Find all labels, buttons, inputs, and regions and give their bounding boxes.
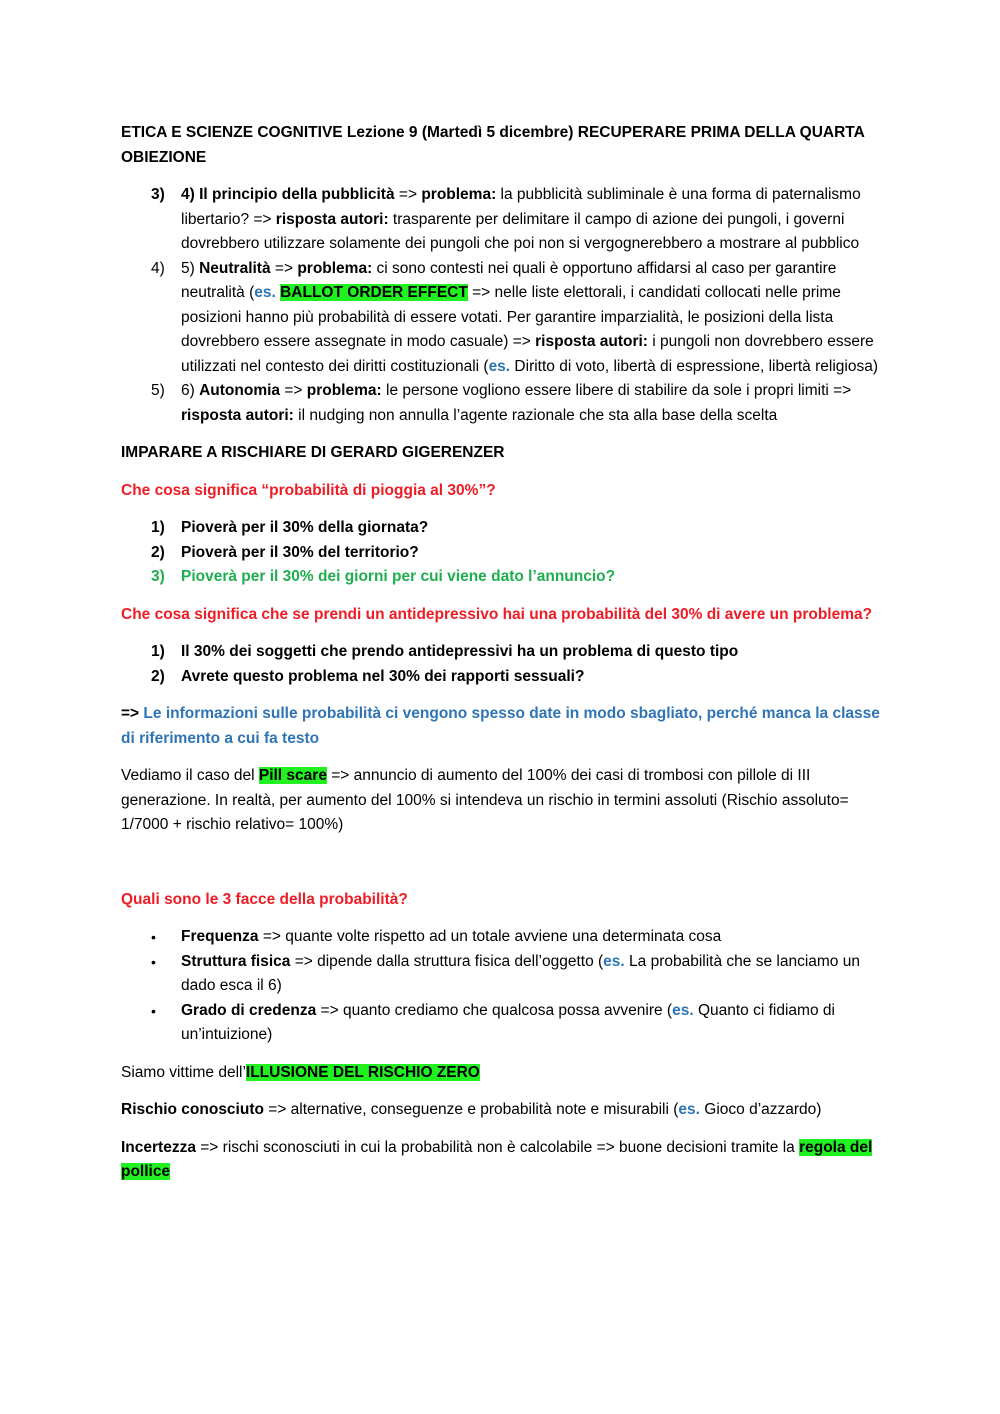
bullet-icon: • bbox=[151, 953, 156, 970]
list-item: 2) Pioverà per il 30% del territorio? bbox=[151, 543, 419, 561]
list-item: 2) Avrete questo problema nel 30% dei rapporti sessuali? bbox=[151, 667, 585, 685]
document-title: ETICA E SCIENZE COGNITIVE Lezione 9 (Martedì 5 dicembre) RECUPERARE PRIMA DELLA QUARTA OBIEZIONE bbox=[121, 124, 865, 166]
rain-answers-list bbox=[121, 516, 881, 590]
list-item: • Frequenza => quante volte rispetto ad un totale avviene una determinata cosa bbox=[121, 925, 881, 950]
uncertainty-paragraph: Incertezza => rischi sconosciuti in cui la probabilità non è calcolabile => buone decisioni tramite la regola del pollice bbox=[121, 1138, 873, 1180]
example-label: es. bbox=[254, 284, 276, 301]
list-number: 3) bbox=[151, 186, 165, 203]
objections-list bbox=[121, 183, 881, 428]
list-item: • Grado di credenza => quanto crediamo che qualcosa possa avvenire (es. Quanto ci fidiamo di un’intuizione) bbox=[121, 999, 881, 1048]
pill-scare-paragraph: Vediamo il caso del Pill scare => annuncio di aumento del 100% dei casi di trombosi con pillole di III generazione. In realtà, per aumento del 100% si intendeva un rischio in termini assoluti (Rischio assoluto= 1/7000 + rischio relativo= 100%) bbox=[121, 767, 849, 833]
probability-faces-list bbox=[121, 925, 881, 1048]
list-number: 4) bbox=[151, 259, 165, 277]
conclusion-paragraph: => Le informazioni sulle probabilità ci vengono spesso date in modo sbagliato, perché manca la classe di riferimento a cui fa testo bbox=[121, 705, 880, 747]
list-item: • Struttura fisica => dipende dalla struttura fisica dell’oggetto (es. La probabilità che se lanciamo un dado esca il 6) bbox=[121, 950, 881, 999]
bullet-icon: • bbox=[151, 929, 156, 945]
highlight-ballot-order-effect: BALLOT ORDER EFFECT bbox=[280, 284, 468, 301]
list-item: 3) 4) Il principio della pubblicità => problema: la pubblicità subliminale è una forma di paternalismo libertario? => risposta autori: trasparente per delimitare il campo di azione dei pungoli, i governi dovrebbero utilizzare solamente dei pungoli che poi non si vergognerebbero a mostrare al pubblico bbox=[121, 183, 881, 257]
spacer bbox=[121, 851, 881, 888]
highlight-illusion: ILLUSIONE DEL RISCHIO ZERO bbox=[245, 1063, 480, 1081]
bullet-icon: • bbox=[151, 1002, 156, 1019]
document-body bbox=[121, 121, 881, 1198]
example-label: es. bbox=[488, 357, 511, 375]
example-label: es. bbox=[678, 1101, 700, 1118]
section-heading: IMPARARE A RISCHIARE DI GERARD GIGERENZER bbox=[121, 444, 505, 461]
list-item-correct: 3) Pioverà per il 30% dei giorni per cui viene dato l’annuncio? bbox=[151, 568, 616, 585]
highlight-pill-scare: Pill scare bbox=[258, 767, 327, 784]
question-antidepressant: Che cosa significa che se prendi un antidepressivo hai una probabilità del 30% di avere un problema? bbox=[121, 605, 873, 623]
known-risk-paragraph: Rischio conosciuto => alternative, conseguenze e probabilità note e misurabili (es. Gioco d’azzardo) bbox=[121, 1101, 822, 1118]
question-rain: Che cosa significa “probabilità di pioggia al 30%”? bbox=[121, 481, 496, 499]
list-item: 4) 5) Neutralità => problema: ci sono contesti nei quali è opportuno affidarsi al caso per garantire neutralità (es. BALLOT ORDER EFFECT => nelle liste elettorali, i candidati collocati nelle prime posizioni hanno più probabilità di essere votati. Per garantire imparzialità, le posizioni della lista dovrebbero essere assegnate in modo casuale) => risposta autori: i pungoli non dovrebbero essere utilizzati nel contesto dei diritti costituzionali (es. Diritto di voto, libertà di espressione, libertà religiosa) bbox=[121, 257, 881, 380]
list-number: 5) bbox=[151, 382, 165, 399]
question-probability-faces: Quali sono le 3 facce della probabilità? bbox=[121, 890, 408, 908]
list-item: 1) Il 30% dei soggetti che prendo antidepressivi ha un problema di questo tipo bbox=[151, 643, 739, 660]
list-item: 5) 6) Autonomia => problema: le persone vogliono essere libere di stabilire da sole i propri limiti => risposta autori: il nudging non annulla l’agente razionale che sta alla base della scelta bbox=[121, 379, 881, 428]
highlight-rule-of-thumb: regola del pollice bbox=[121, 1138, 873, 1180]
illusion-paragraph: Siamo vittime dell’ILLUSIONE DEL RISCHIO ZERO bbox=[121, 1063, 480, 1081]
example-label: es. bbox=[603, 952, 625, 970]
list-item: 1) Pioverà per il 30% della giornata? bbox=[151, 519, 429, 536]
antidepressant-answers-list bbox=[121, 640, 881, 689]
example-label: es. bbox=[672, 1001, 694, 1019]
